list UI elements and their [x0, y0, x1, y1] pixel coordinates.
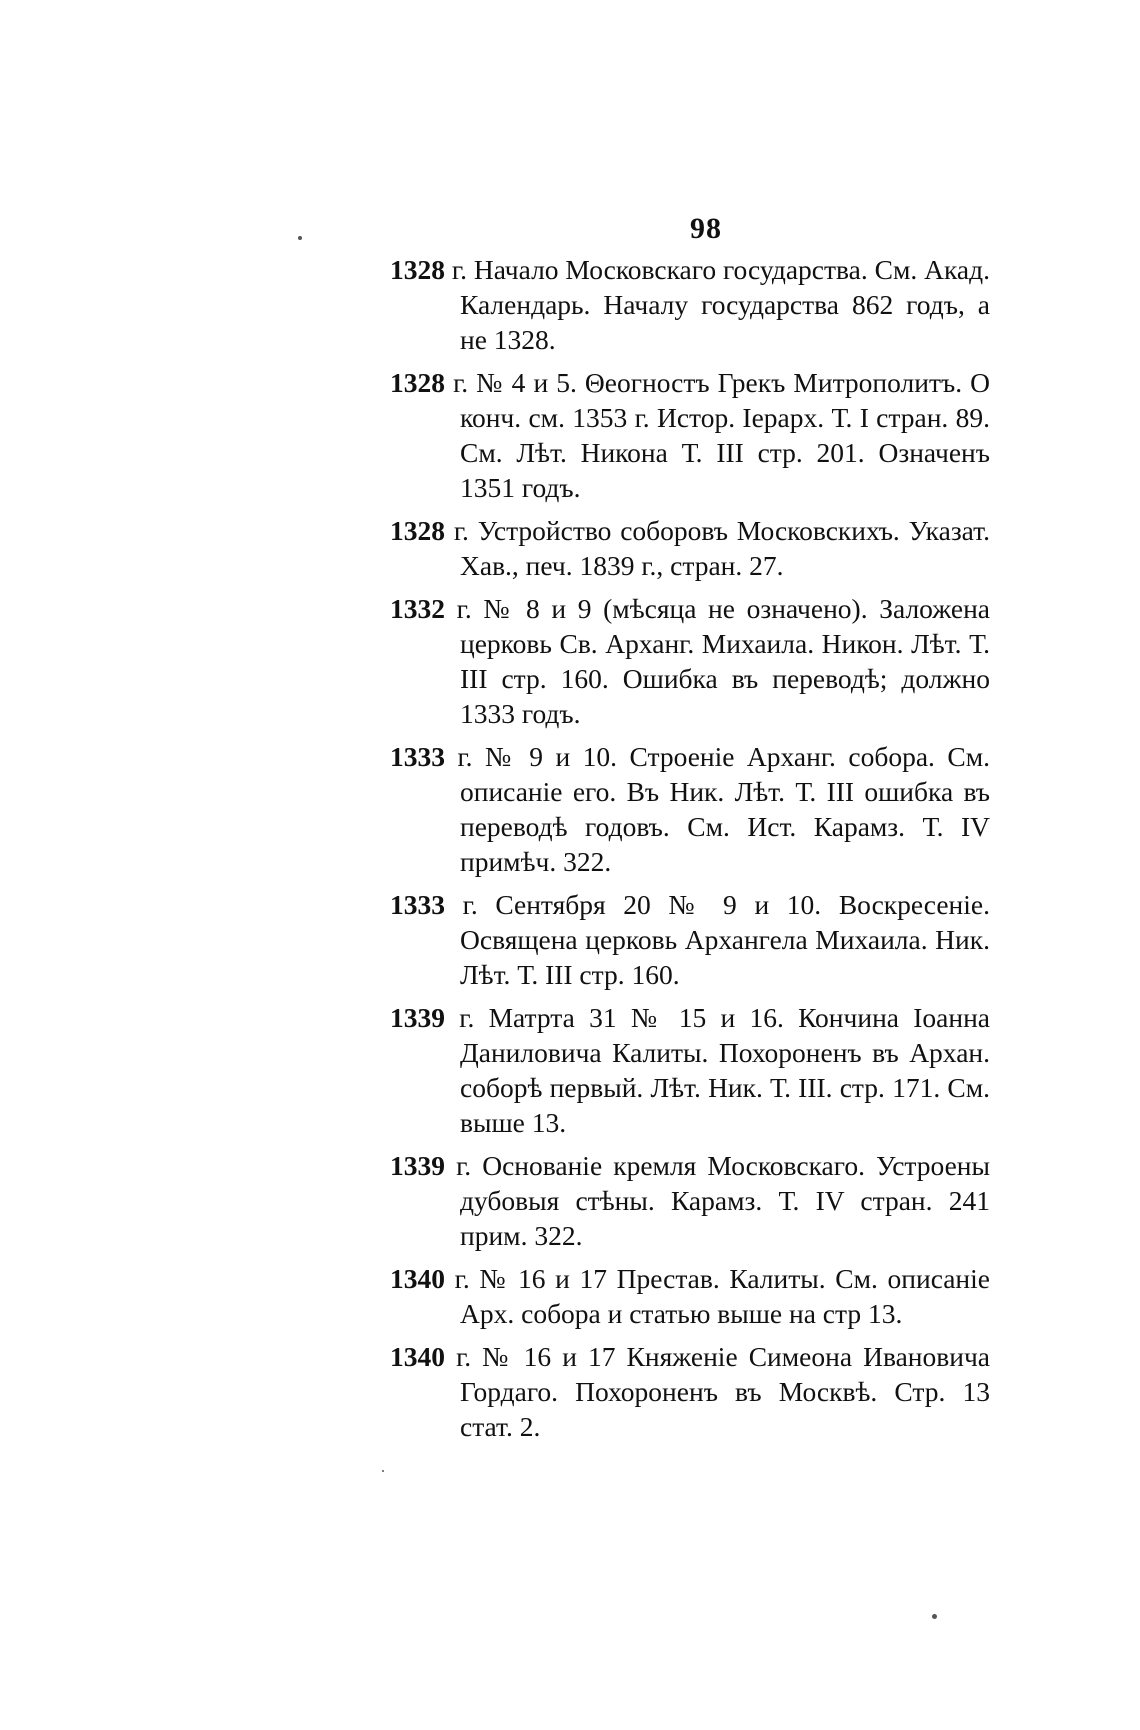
entry-text: г. Основаніе кремля Московскаго. Устроены дубовыя стѣны. Карамз. Т. IV стран. 241 прим. 322.: [456, 1150, 990, 1251]
page-number: 98: [690, 212, 722, 245]
entry-text: г. № 16 и 17 Престав. Калиты. См. описаніе Арх. собора и статью выше на стр 13.: [454, 1263, 990, 1329]
entry-year: 1333: [390, 741, 445, 772]
chronology-entries: [390, 252, 990, 1452]
entry-text: г. № 16 и 17 Княженіе Симеона Ивановича Гордаго. Похороненъ въ Москвѣ. Стр. 13 стат. 2.: [456, 1341, 990, 1442]
entry-year: 1332: [390, 593, 445, 624]
entry-text: г. № 4 и 5. Θеогностъ Грекъ Митрополитъ. О конч. см. 1353 г. Истор. Іерарх. Т. I стран. 89. См. Лѣт. Никона Т. III стр. 201. Означенъ 1351 годъ.: [453, 367, 990, 503]
entry-year: 1340: [390, 1263, 445, 1294]
entry-year: 1328: [390, 367, 445, 398]
entry-year: 1340: [390, 1341, 445, 1372]
entry-year: 1328: [390, 515, 445, 546]
ink-speck: [382, 1470, 384, 1472]
chronology-entry: [390, 1339, 990, 1444]
chronology-entry: [390, 1148, 990, 1253]
entry-text: г. № 8 и 9 (мѣсяца не означено). Заложена церковь Св. Арханг. Михаила. Никон. Лѣт. Т. III стр. 160. Ошибка въ переводѣ; должно 1333 годъ.: [456, 593, 991, 729]
entry-year: 1333: [390, 889, 445, 920]
entry-text: г. Начало Московскаго государства. См. Акад. Календарь. Началу государства 862 годъ, а не 1328.: [451, 254, 990, 355]
entry-year: 1328: [390, 254, 445, 285]
chronology-entry: [390, 739, 990, 879]
chronology-entry: [390, 365, 990, 505]
chronology-entry: [390, 1000, 990, 1140]
chronology-entry: [390, 591, 990, 731]
entry-text: г. Матрта 31 № 15 и 16. Кончина Іоанна Даниловича Калиты. Похороненъ въ Архан. соборѣ первый. Лѣт. Ник. Т. III. стр. 171. См. выше 13.: [459, 1002, 991, 1138]
entry-year: 1339: [390, 1150, 445, 1181]
entry-text: г. Сентября 20 № 9 и 10. Воскресеніе. Освящена церковь Архангела Михаила. Ник. Лѣт. Т. III стр. 160.: [460, 889, 990, 990]
entry-year: 1339: [390, 1002, 445, 1033]
chronology-entry: [390, 252, 990, 357]
ink-speck: [298, 236, 302, 240]
entry-text: г. Устройство соборовъ Московскихъ. Указат. Хав., печ. 1839 г., стран. 27.: [453, 515, 990, 581]
chronology-entry: [390, 887, 990, 992]
chronology-entry: [390, 1261, 990, 1331]
ink-speck: [932, 1614, 937, 1619]
entry-text: г. № 9 и 10. Строеніе Арханг. собора. См. описаніе его. Въ Ник. Лѣт. Т. III ошибка въ переводѣ годовъ. См. Ист. Карамз. Т. IV примѣч. 322.: [457, 741, 990, 877]
chronology-entry: [390, 513, 990, 583]
